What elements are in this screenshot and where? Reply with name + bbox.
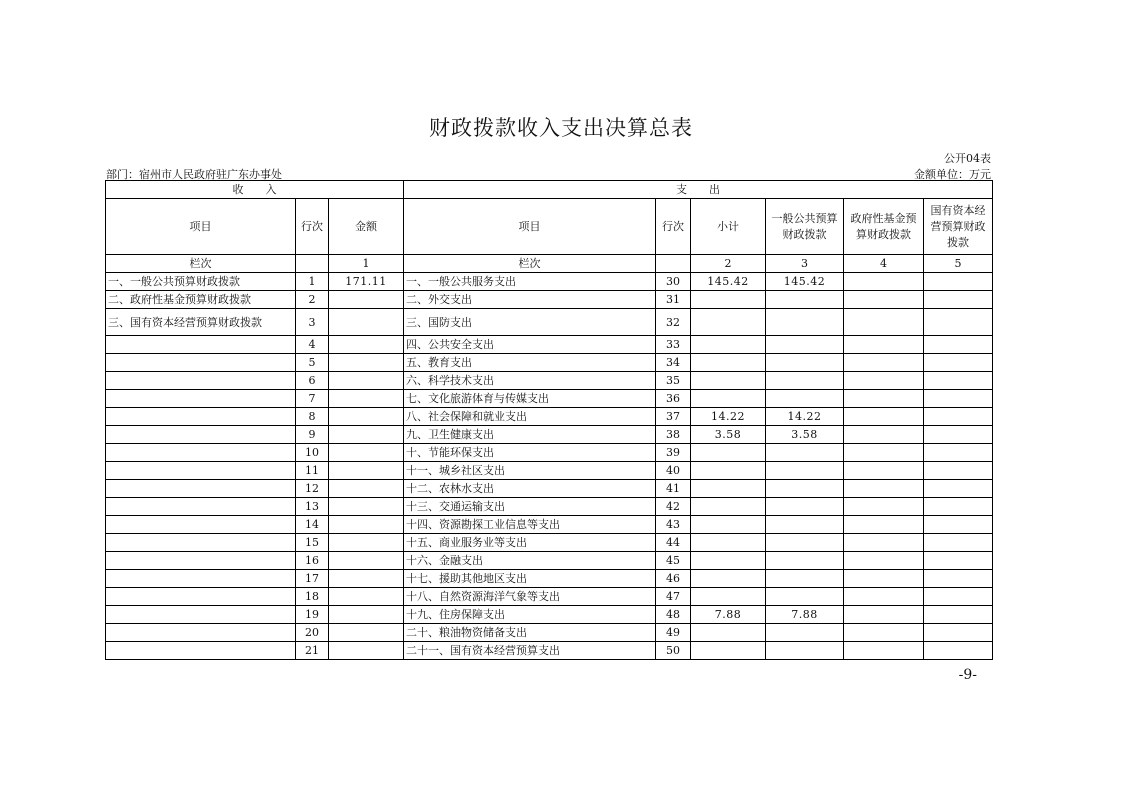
header-income-amount: 金额	[329, 199, 404, 255]
subtotal-cell	[691, 372, 766, 390]
index-income-row-no	[296, 255, 329, 273]
index-income-label: 栏次	[106, 255, 296, 273]
expense-row-no-cell: 39	[656, 444, 691, 462]
index-general-budget: 3	[766, 255, 844, 273]
gov-fund-cell	[844, 534, 924, 552]
expense-item-cell: 十二、农林水支出	[404, 480, 656, 498]
subtotal-cell	[691, 480, 766, 498]
income-item-cell	[106, 534, 296, 552]
table-row	[106, 309, 993, 336]
gov-fund-cell	[844, 291, 924, 309]
state-capital-cell	[924, 552, 993, 570]
gov-fund-cell	[844, 390, 924, 408]
income-item-cell	[106, 426, 296, 444]
table-row	[106, 606, 993, 624]
income-amount-cell	[329, 606, 404, 624]
income-amount-cell	[329, 480, 404, 498]
income-item-cell	[106, 570, 296, 588]
state-capital-cell	[924, 498, 993, 516]
header-income-item: 项目	[106, 199, 296, 255]
table-row	[106, 534, 993, 552]
income-item-cell	[106, 606, 296, 624]
subtotal-cell	[691, 642, 766, 660]
expense-item-cell: 六、科学技术支出	[404, 372, 656, 390]
income-amount-cell	[329, 624, 404, 642]
income-row-no-cell: 17	[296, 570, 329, 588]
income-item-cell	[106, 336, 296, 354]
state-capital-cell	[924, 444, 993, 462]
expense-item-cell: 十六、金融支出	[404, 552, 656, 570]
state-capital-cell	[924, 309, 993, 336]
income-item-cell	[106, 588, 296, 606]
income-item-cell	[106, 354, 296, 372]
income-item-cell: 三、国有资本经营预算财政拨款	[106, 309, 296, 336]
general-budget-cell	[766, 390, 844, 408]
expense-row-no-cell: 34	[656, 354, 691, 372]
income-amount-cell	[329, 426, 404, 444]
general-budget-cell	[766, 372, 844, 390]
header-general-budget: 一般公共预算财政拨款	[766, 199, 844, 255]
expense-row-no-cell: 35	[656, 372, 691, 390]
income-amount-cell	[329, 462, 404, 480]
income-amount-cell	[329, 534, 404, 552]
subtotal-cell	[691, 570, 766, 588]
state-capital-cell	[924, 624, 993, 642]
form-number: 公开04表	[944, 152, 991, 165]
income-item-cell: 二、政府性基金预算财政拨款	[106, 291, 296, 309]
general-budget-cell	[766, 444, 844, 462]
income-row-no-cell: 1	[296, 273, 329, 291]
gov-fund-cell	[844, 498, 924, 516]
table-row	[106, 642, 993, 660]
state-capital-cell	[924, 534, 993, 552]
table-row	[106, 552, 993, 570]
subtotal-cell	[691, 516, 766, 534]
gov-fund-cell	[844, 372, 924, 390]
state-capital-cell	[924, 462, 993, 480]
income-amount-cell	[329, 570, 404, 588]
general-budget-cell	[766, 624, 844, 642]
income-row-no-cell: 3	[296, 309, 329, 336]
income-item-cell	[106, 642, 296, 660]
income-row-no-cell: 8	[296, 408, 329, 426]
income-amount-cell	[329, 372, 404, 390]
income-row-no-cell: 7	[296, 390, 329, 408]
expense-item-cell: 四、公共安全支出	[404, 336, 656, 354]
expense-item-cell: 七、文化旅游体育与传媒支出	[404, 390, 656, 408]
expense-item-cell: 九、卫生健康支出	[404, 426, 656, 444]
table-row	[106, 480, 993, 498]
income-item-cell	[106, 408, 296, 426]
income-amount-cell	[329, 309, 404, 336]
income-item-cell: 一、一般公共预算财政拨款	[106, 273, 296, 291]
gov-fund-cell	[844, 588, 924, 606]
index-income-amount: 1	[329, 255, 404, 273]
general-budget-cell	[766, 642, 844, 660]
general-budget-cell	[766, 309, 844, 336]
expense-item-cell: 二十一、国有资本经营预算支出	[404, 642, 656, 660]
subtotal-cell	[691, 498, 766, 516]
header-expense-item: 项目	[404, 199, 656, 255]
state-capital-cell	[924, 642, 993, 660]
expense-item-cell: 十五、商业服务业等支出	[404, 534, 656, 552]
expense-item-cell: 十四、资源勘探工业信息等支出	[404, 516, 656, 534]
subtotal-cell	[691, 291, 766, 309]
subtotal-cell	[691, 444, 766, 462]
expense-section-header: 支 出	[404, 181, 993, 199]
general-budget-cell	[766, 516, 844, 534]
expense-row-no-cell: 46	[656, 570, 691, 588]
income-amount-cell	[329, 516, 404, 534]
expense-item-cell: 十九、住房保障支出	[404, 606, 656, 624]
unit-label: 金额单位：万元	[914, 168, 991, 181]
income-amount-cell	[329, 588, 404, 606]
gov-fund-cell	[844, 309, 924, 336]
expense-row-no-cell: 47	[656, 588, 691, 606]
income-amount-cell	[329, 444, 404, 462]
state-capital-cell	[924, 354, 993, 372]
expense-row-no-cell: 41	[656, 480, 691, 498]
subtotal-cell: 3.58	[691, 426, 766, 444]
income-amount-cell	[329, 642, 404, 660]
income-row-no-cell: 21	[296, 642, 329, 660]
income-item-cell	[106, 516, 296, 534]
income-row-no-cell: 11	[296, 462, 329, 480]
table-row	[106, 273, 993, 291]
column-header-row	[106, 199, 993, 255]
table-row	[106, 516, 993, 534]
income-row-no-cell: 13	[296, 498, 329, 516]
income-row-no-cell: 5	[296, 354, 329, 372]
subtotal-cell	[691, 390, 766, 408]
general-budget-cell	[766, 336, 844, 354]
gov-fund-cell	[844, 606, 924, 624]
state-capital-cell	[924, 516, 993, 534]
expense-row-no-cell: 49	[656, 624, 691, 642]
general-budget-cell	[766, 588, 844, 606]
expense-item-cell: 二、外交支出	[404, 291, 656, 309]
income-row-no-cell: 20	[296, 624, 329, 642]
table-row	[106, 408, 993, 426]
income-item-cell	[106, 444, 296, 462]
index-expense-label: 栏次	[404, 255, 656, 273]
income-row-no-cell: 16	[296, 552, 329, 570]
general-budget-cell	[766, 552, 844, 570]
state-capital-cell	[924, 408, 993, 426]
subtotal-cell	[691, 552, 766, 570]
expense-row-no-cell: 44	[656, 534, 691, 552]
general-budget-cell	[766, 354, 844, 372]
income-item-cell	[106, 390, 296, 408]
state-capital-cell	[924, 606, 993, 624]
general-budget-cell: 145.42	[766, 273, 844, 291]
index-subtotal: 2	[691, 255, 766, 273]
table-row	[106, 426, 993, 444]
subtotal-cell: 145.42	[691, 273, 766, 291]
income-row-no-cell: 4	[296, 336, 329, 354]
gov-fund-cell	[844, 642, 924, 660]
gov-fund-cell	[844, 444, 924, 462]
index-state-capital: 5	[924, 255, 993, 273]
expense-item-cell: 三、国防支出	[404, 309, 656, 336]
income-item-cell	[106, 498, 296, 516]
income-amount-cell	[329, 498, 404, 516]
income-row-no-cell: 2	[296, 291, 329, 309]
expense-item-cell: 十一、城乡社区支出	[404, 462, 656, 480]
state-capital-cell	[924, 372, 993, 390]
income-row-no-cell: 6	[296, 372, 329, 390]
state-capital-cell	[924, 426, 993, 444]
income-amount-cell	[329, 390, 404, 408]
gov-fund-cell	[844, 624, 924, 642]
state-capital-cell	[924, 480, 993, 498]
income-row-no-cell: 10	[296, 444, 329, 462]
state-capital-cell	[924, 273, 993, 291]
subtotal-cell	[691, 534, 766, 552]
expense-row-no-cell: 42	[656, 498, 691, 516]
expense-item-cell: 十三、交通运输支出	[404, 498, 656, 516]
state-capital-cell	[924, 570, 993, 588]
table-row	[106, 498, 993, 516]
table-row	[106, 588, 993, 606]
subtotal-cell: 14.22	[691, 408, 766, 426]
income-item-cell	[106, 372, 296, 390]
expense-row-no-cell: 40	[656, 462, 691, 480]
state-capital-cell	[924, 390, 993, 408]
header-gov-fund: 政府性基金预算财政拨款	[844, 199, 924, 255]
gov-fund-cell	[844, 273, 924, 291]
section-header-row	[106, 181, 993, 199]
income-amount-cell	[329, 408, 404, 426]
table-row	[106, 462, 993, 480]
subtotal-cell: 7.88	[691, 606, 766, 624]
expense-row-no-cell: 43	[656, 516, 691, 534]
gov-fund-cell	[844, 408, 924, 426]
header-income-row-no: 行次	[296, 199, 329, 255]
header-state-capital: 国有资本经营预算财政拨款	[924, 199, 993, 255]
expense-item-cell: 二十、粮油物资储备支出	[404, 624, 656, 642]
general-budget-cell	[766, 498, 844, 516]
expense-row-no-cell: 45	[656, 552, 691, 570]
income-row-no-cell: 12	[296, 480, 329, 498]
general-budget-cell: 3.58	[766, 426, 844, 444]
page-number: -9-	[958, 667, 977, 683]
income-row-no-cell: 14	[296, 516, 329, 534]
expense-row-no-cell: 30	[656, 273, 691, 291]
header-subtotal: 小计	[691, 199, 766, 255]
expense-row-no-cell: 36	[656, 390, 691, 408]
table-row	[106, 444, 993, 462]
expense-item-cell: 十八、自然资源海洋气象等支出	[404, 588, 656, 606]
expense-row-no-cell: 50	[656, 642, 691, 660]
income-item-cell	[106, 462, 296, 480]
expense-item-cell: 一、一般公共服务支出	[404, 273, 656, 291]
expense-row-no-cell: 31	[656, 291, 691, 309]
index-gov-fund: 4	[844, 255, 924, 273]
general-budget-cell	[766, 480, 844, 498]
gov-fund-cell	[844, 336, 924, 354]
income-item-cell	[106, 552, 296, 570]
table-row	[106, 570, 993, 588]
general-budget-cell: 7.88	[766, 606, 844, 624]
income-item-cell	[106, 624, 296, 642]
table-row	[106, 291, 993, 309]
expense-item-cell: 五、教育支出	[404, 354, 656, 372]
income-amount-cell	[329, 552, 404, 570]
income-amount-cell	[329, 291, 404, 309]
column-index-row	[106, 255, 993, 273]
table-row	[106, 372, 993, 390]
department-label: 部门：宿州市人民政府驻广东办事处	[106, 168, 282, 181]
general-budget-cell	[766, 570, 844, 588]
gov-fund-cell	[844, 516, 924, 534]
general-budget-cell	[766, 291, 844, 309]
general-budget-cell	[766, 462, 844, 480]
gov-fund-cell	[844, 354, 924, 372]
header-expense-row-no: 行次	[656, 199, 691, 255]
budget-table	[105, 180, 993, 660]
income-row-no-cell: 19	[296, 606, 329, 624]
income-section-header: 收 入	[106, 181, 404, 199]
expense-item-cell: 十七、援助其他地区支出	[404, 570, 656, 588]
expense-row-no-cell: 38	[656, 426, 691, 444]
income-amount-cell	[329, 354, 404, 372]
gov-fund-cell	[844, 426, 924, 444]
table-row	[106, 336, 993, 354]
state-capital-cell	[924, 291, 993, 309]
subtotal-cell	[691, 624, 766, 642]
index-expense-row-no	[656, 255, 691, 273]
table-row	[106, 624, 993, 642]
gov-fund-cell	[844, 570, 924, 588]
state-capital-cell	[924, 588, 993, 606]
subtotal-cell	[691, 588, 766, 606]
page-title: 财政拨款收入支出决算总表	[429, 116, 693, 140]
subtotal-cell	[691, 354, 766, 372]
income-amount-cell	[329, 336, 404, 354]
subtotal-cell	[691, 309, 766, 336]
table-row	[106, 354, 993, 372]
general-budget-cell	[766, 534, 844, 552]
state-capital-cell	[924, 336, 993, 354]
expense-row-no-cell: 32	[656, 309, 691, 336]
income-row-no-cell: 15	[296, 534, 329, 552]
income-amount-cell: 171.11	[329, 273, 404, 291]
expense-row-no-cell: 48	[656, 606, 691, 624]
gov-fund-cell	[844, 480, 924, 498]
income-row-no-cell: 9	[296, 426, 329, 444]
expense-row-no-cell: 33	[656, 336, 691, 354]
income-item-cell	[106, 480, 296, 498]
subtotal-cell	[691, 336, 766, 354]
gov-fund-cell	[844, 552, 924, 570]
income-row-no-cell: 18	[296, 588, 329, 606]
table-row	[106, 390, 993, 408]
expense-item-cell: 十、节能环保支出	[404, 444, 656, 462]
expense-row-no-cell: 37	[656, 408, 691, 426]
expense-item-cell: 八、社会保障和就业支出	[404, 408, 656, 426]
gov-fund-cell	[844, 462, 924, 480]
subtotal-cell	[691, 462, 766, 480]
general-budget-cell: 14.22	[766, 408, 844, 426]
